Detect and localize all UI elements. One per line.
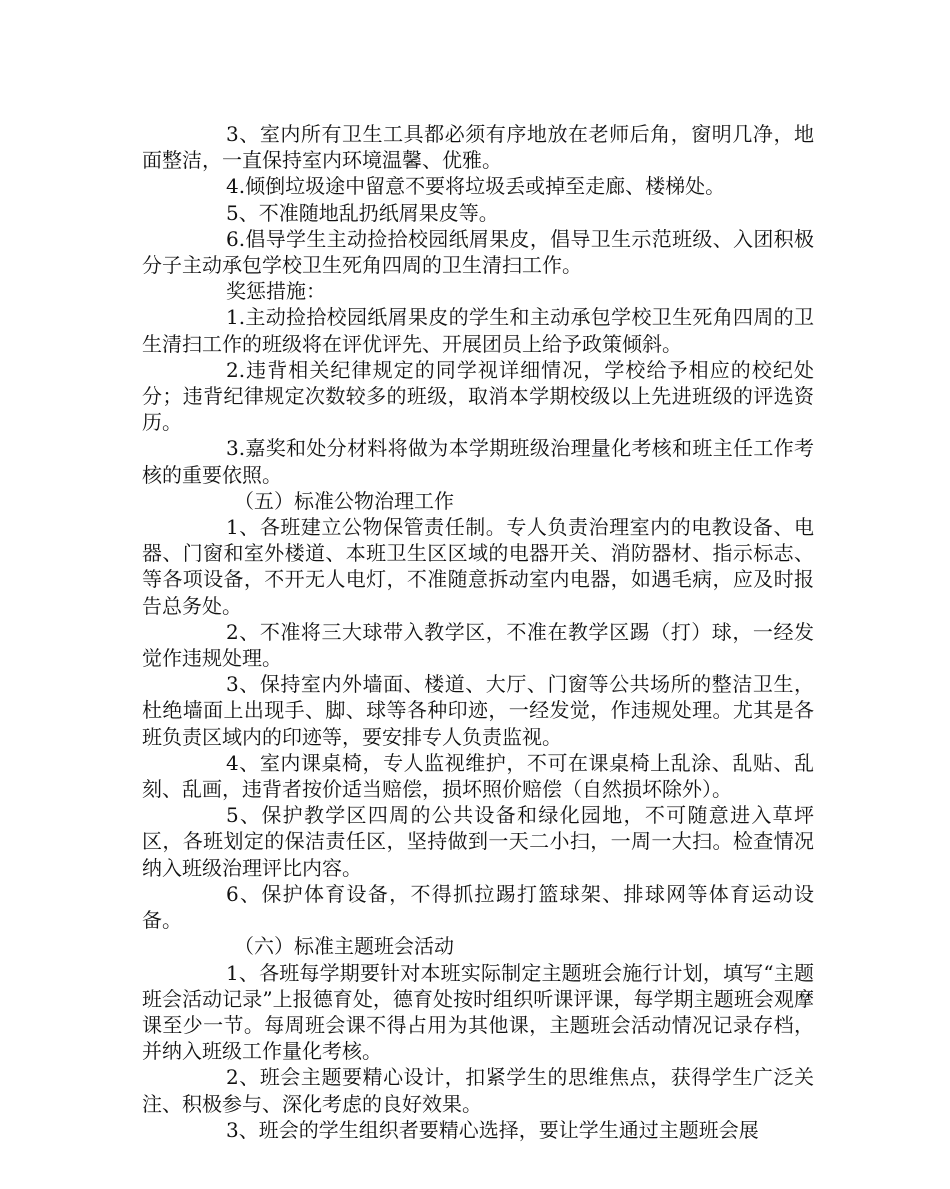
section-heading-public-property: （五）标准公物治理工作	[234, 488, 454, 513]
paragraph-meeting-3: 3、班会的学生组织者要精心选择，要让学生通过主题班会展	[226, 1117, 759, 1142]
paragraph-meeting-1: 1、各班每学期要针对本班实际制定主题班会施行计划，填写“主题班会活动记录”上报德育处，德育处按时组织听课评课，每学期主题班会观摩课至少一节。每周班会课不得占用为其他课，主题班会活动情况记录存档，并纳入班级工作量化考核。	[142, 960, 814, 1064]
paragraph-penalty-2: 2.违背相关纪律规定的同学视详细情况，学校给予相应的校纪处分；违背纪律规定次数较多的班级，取消本学期校级以上先进班级的评选资历。	[142, 357, 814, 435]
paragraph-reward-1: 1.主动捡拾校园纸屑果皮的学生和主动承包学校卫生死角四周的卫生清扫工作的班级将在评优评先、开展团员上给予政策倾斜。	[142, 305, 814, 356]
document-body	[142, 121, 814, 1143]
paragraph-garbage-dumping: 4.倾倒垃圾途中留意不要将垃圾丢或掉至走廊、楼梯处。	[226, 174, 726, 199]
paragraph-tools-placement: 3、室内所有卫生工具都必须有序地放在老师后角，窗明几净，地面整洁，一直保持室内环境温馨、优雅。	[142, 122, 814, 173]
paragraph-reward-penalty-3: 3.嘉奖和处分材料将做为本学期班级治理量化考核和班主任工作考核的重要依照。	[142, 436, 814, 487]
section-heading-class-meeting: （六）标准主题班会活动	[234, 934, 454, 959]
paragraph-meeting-2: 2、班会主题要精心设计，扣紧学生的思维焦点，获得学生广泛关注、积极参与、深化考虑的良好效果。	[142, 1065, 814, 1116]
paragraph-no-littering: 5、不准随地乱扔纸屑果皮等。	[226, 200, 499, 225]
paragraph-property-6: 6、保护体育设备，不得抓拉踢打篮球架、排球网等体育运动设备。	[142, 881, 814, 933]
paragraph-property-2: 2、不准将三大球带入教学区，不准在教学区踢（打）球，一经发觉作违规处理。	[142, 619, 814, 671]
heading-rewards-penalties: 奖惩措施：	[226, 279, 326, 304]
paragraph-property-1: 1、各班建立公物保管责任制。专人负责治理室内的电教设备、电器、门窗和室外楼道、本班卫生区区域的电器开关、消防器材、指示标志、等各项设备，不开无人电灯，不准随意拆动室内电器，如遇毛病，应及时报告总务处。	[142, 515, 814, 618]
paragraph-pick-up-litter: 6.倡导学生主动捡拾校园纸屑果皮，倡导卫生示范班级、入团积极分子主动承包学校卫生死角四周的卫生清扫工作。	[142, 226, 814, 278]
paragraph-property-3: 3、保持室内外墙面、楼道、大厅、门窗等公共场所的整洁卫生，杜绝墙面上出现手、脚、球等各种印迹，一经发觉，作违规处理。尤其是各班负责区域内的印迹等，要安排专人负责监视。	[142, 672, 814, 749]
paragraph-property-5: 5、保护教学区四周的公共设备和绿化园地，不可随意进入草坪区，各班划定的保洁责任区，坚持做到一天二小扫，一周一大扫。检查情况纳入班级治理评比内容。	[142, 803, 814, 880]
paragraph-property-4: 4、室内课桌椅，专人监视维护，不可在课桌椅上乱涂、乱贴、乱刻、乱画，违背者按价适当赔偿，损坏照价赔偿（自然损坏除外）。	[142, 750, 814, 802]
